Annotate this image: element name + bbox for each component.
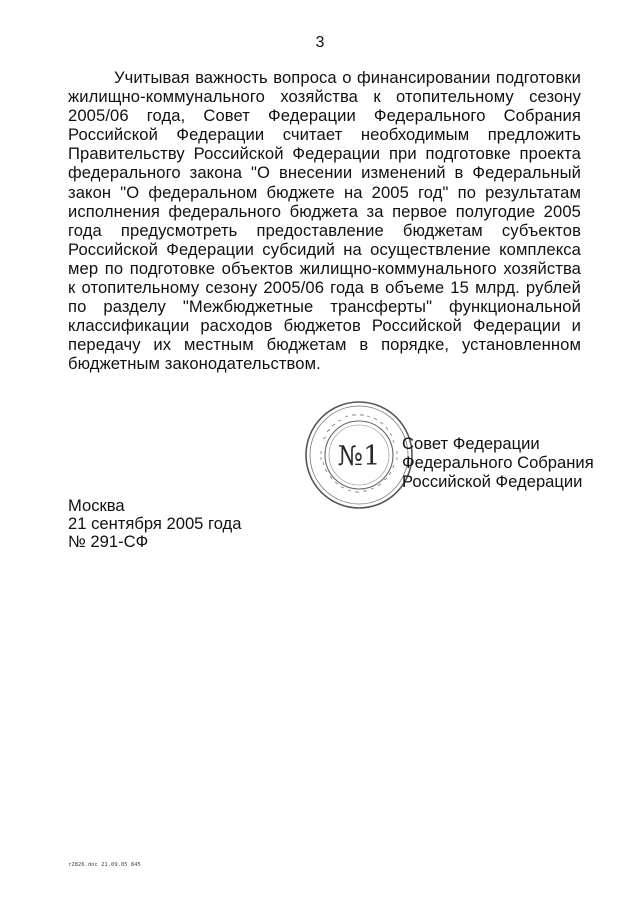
place: Москва <box>68 496 125 515</box>
signatory-block <box>402 434 594 491</box>
date: 21 сентября 2005 года <box>68 514 242 533</box>
resolution-paragraph: Учитывая важность вопроса о финансировании подготовки жилищно-коммунального хозяйства к отопительному сезону 2005/06 года, Совет Федерации Федерального Собрания Российской Федерации считает необходимым предложить Правительству Российской Федерации при подготовке проекта федерального закона "О внесении изменений в Федеральный закон "О федеральном бюджете на 2005 год" по результатам исполнения федерального бюджета за первое полугодие 2005 года предусмотреть предоставление бюджетам субъектов Российской Федерации субсидий на осуществление комплекса мер по подготовке объектов жилищно-коммунального хозяйства к отопительному сезону 2005/06 года в объеме 15 млрд. рублей по разделу "Межбюджетные трансферты" функциональной классификации расходов бюджетов Российской Федерации и передачу их местным бюджетам в порядке, установленном бюджетным законодательством. <box>68 68 581 374</box>
page-number: 3 <box>315 34 325 51</box>
seal-number: №1 <box>337 441 381 472</box>
signatory-line-3: Российской Федерации <box>402 472 583 491</box>
official-seal <box>303 399 415 511</box>
document-number: № 291-СФ <box>68 532 149 551</box>
signatory-line-1: Совет Федерации <box>402 434 540 453</box>
signatory-line-2: Федерального Собрания <box>402 453 594 472</box>
footer-file-note: r2826.doc 21.09.05 845 <box>68 862 141 868</box>
place-date-block <box>68 497 241 551</box>
